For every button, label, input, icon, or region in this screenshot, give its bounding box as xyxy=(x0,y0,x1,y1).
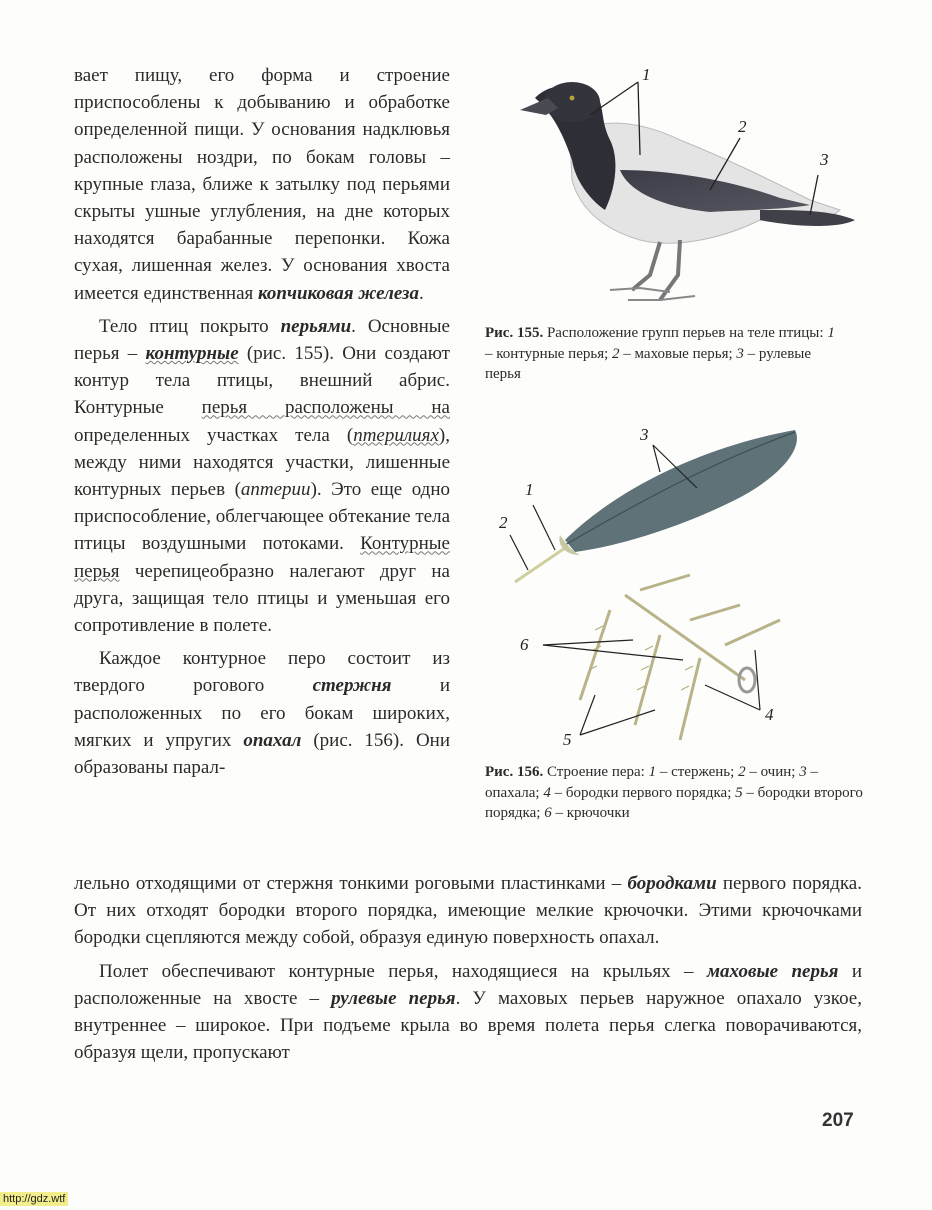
underlined-phrase: перья расположены на xyxy=(201,397,450,419)
full-width-text xyxy=(74,870,862,1066)
paragraph-skin: вает пищу, его форма и строение приспособлены к добыванию и обработке определенной пищи. У основания надклювья расположены ноздри, по бокам головы – крупные глаза, ближе к затылку под перьями скрыты ушные углубления, на дне которых находятся барабанные перепонки. Кожа сухая, лишенная желез. У основания хвоста имеется единственная копчиковая железа. xyxy=(74,65,450,304)
feather-illustration xyxy=(515,430,797,582)
term-uropygial-gland: копчиковая железа xyxy=(258,282,419,304)
label-3: 3 xyxy=(640,425,649,444)
paragraph-barbs: лельно отходящими от стержня тонкими роговыми пластинками – бородками первого порядка. От них отходят бородки второго порядка, имеющие мелкие крючочки. Этими крючочками бородки сцепляются между собой, образуя единую поверхность опахал. xyxy=(74,873,862,949)
label-1: 1 xyxy=(642,65,651,84)
label-2: 2 xyxy=(738,117,747,136)
term-pterylae: птерилиях xyxy=(353,424,439,446)
label-1: 1 xyxy=(525,480,534,499)
term-feathers: перьями xyxy=(280,315,352,337)
term-vane: опахал xyxy=(243,729,302,751)
term-apteria: аптерии xyxy=(240,479,311,501)
paragraph-feathers: Тело птиц покрыто перьями. Основные перья – контурные (рис. 155). Они создают контур тела птицы, внешний абрис. Контурные перья расположены на определенных участках тела (птерилиях), между ними находятся участки, лишенные контурных перьев (аптерии). Это еще одно приспособление, облегчающее обтекание тела птицы воздушными потоками. Контурные перья черепицеобразно налегают друг на друга, защищая тело птицы и уменьшая его сопротивление в полете. xyxy=(74,315,451,637)
term-contour: контурные xyxy=(145,343,239,365)
figure-155-caption: Рис. 155. Расположение групп перьев на теле птицы: 1 – контурные перья; 2 – маховые перья; 3 – рулевые перья xyxy=(485,325,835,382)
paragraph-feather-structure: Каждое контурное перо состоит из твердого рогового стержня и расположенных по его бокам широких, мягких и упругих опахал (рис. 156). Они образованы парал- xyxy=(74,648,451,779)
label-6: 6 xyxy=(520,635,529,654)
term-tail-feathers: рулевые перья xyxy=(331,987,456,1009)
crow-illustration xyxy=(520,82,855,300)
term-barbs: бородками xyxy=(627,873,717,894)
term-flight-feathers: маховые перья xyxy=(706,960,839,982)
label-3: 3 xyxy=(820,150,829,169)
figure-155-crow xyxy=(510,60,870,320)
left-text-column xyxy=(74,62,450,781)
watermark-link[interactable]: http://gdz.wtf xyxy=(0,1192,68,1206)
label-4: 4 xyxy=(765,705,774,724)
paragraph-flight: Полет обеспечивают контурные перья, находящиеся на крыльях – маховые перья и расположенные на хвосте – рулевые перья. У маховых перьев наружное опахало узкое, внутреннее – широкое. При подъеме крыла во время полета перья слегка поворачиваются, образуя щели, пропускают xyxy=(74,960,863,1064)
barb-structure-illustration xyxy=(580,575,780,740)
figure-156-feather xyxy=(485,410,835,750)
page-number: 207 xyxy=(822,1110,854,1131)
term-shaft: стержня xyxy=(312,675,392,697)
label-2: 2 xyxy=(499,513,508,532)
label-5: 5 xyxy=(563,730,572,749)
underlined-phrase: Контурные перья xyxy=(74,533,450,582)
figure-156-caption: Рис. 156. Строение пера: 1 – стержень; 2 – очин; 3 – опахала; 4 – бородки первого порядка; 5 – бородки второго порядка; 6 – крючочки xyxy=(485,764,863,821)
